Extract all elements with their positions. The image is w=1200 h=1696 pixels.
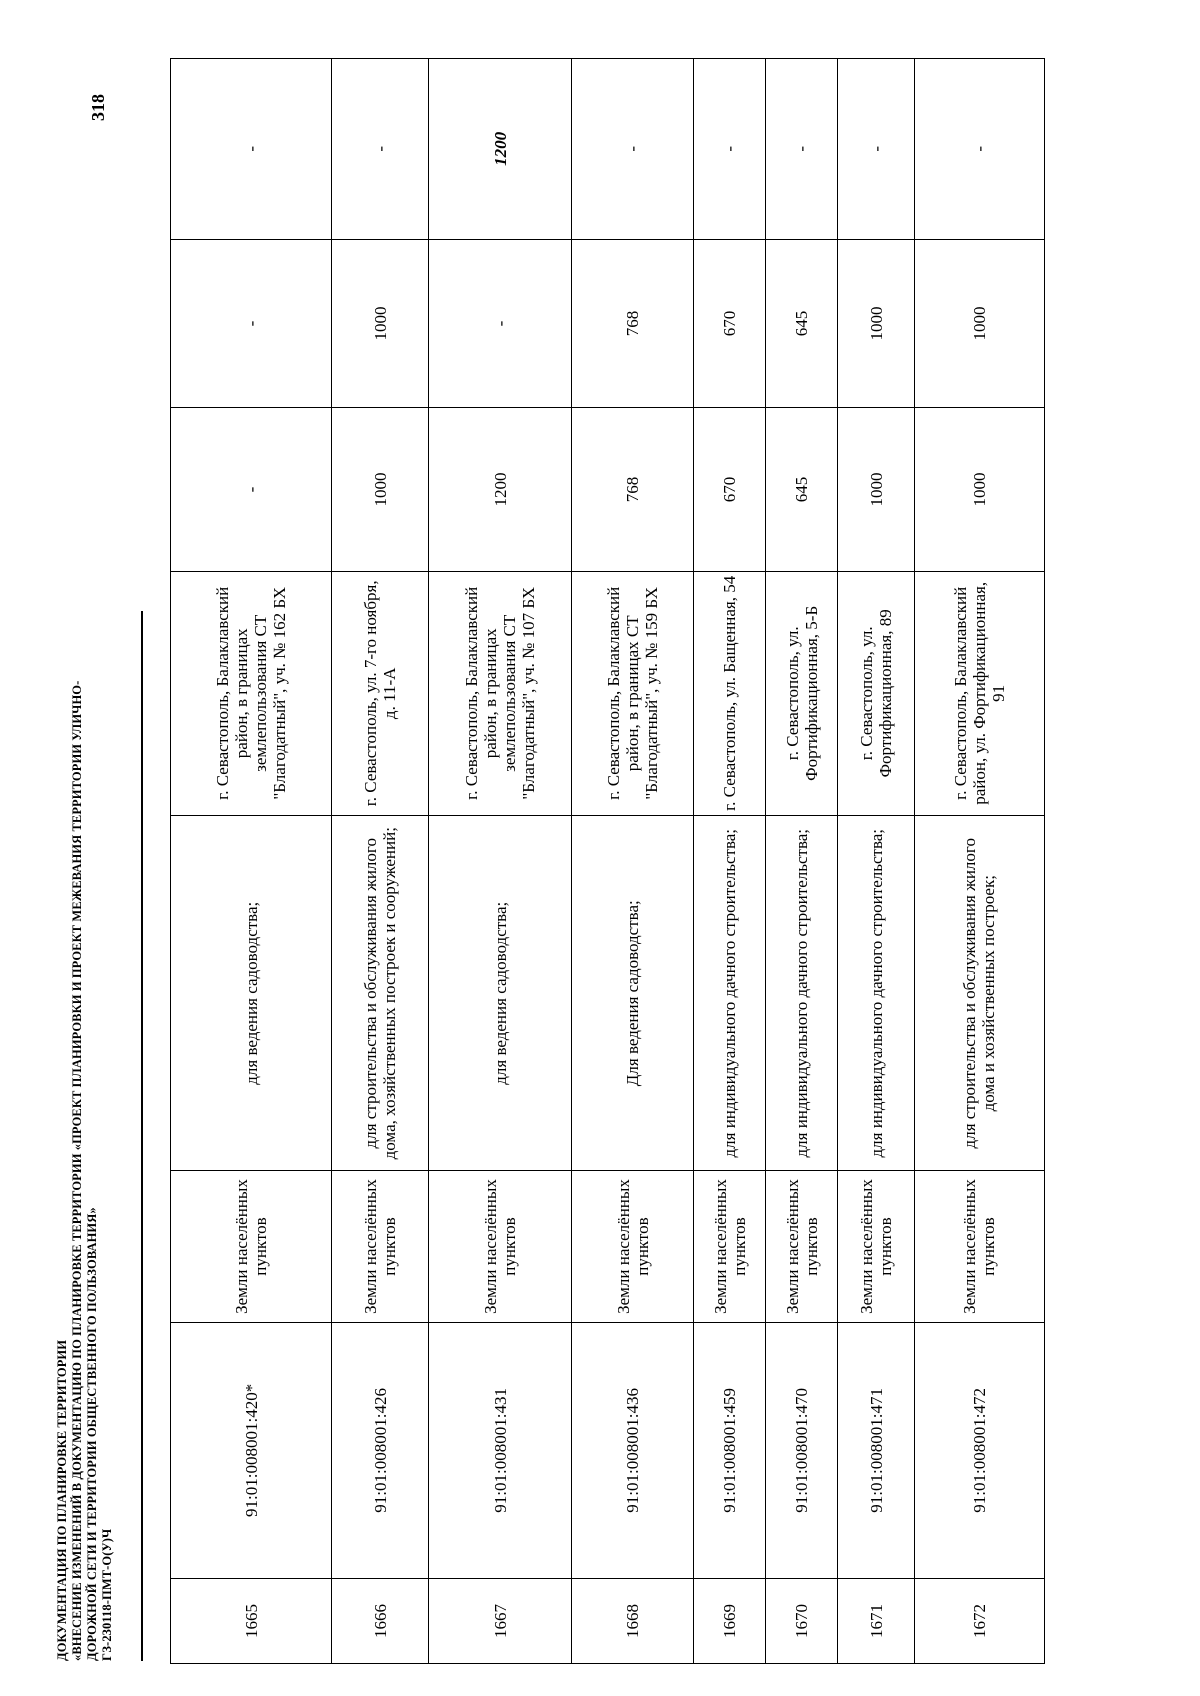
cell-category: Земли населённых пунктов <box>429 1171 572 1322</box>
table-row <box>838 59 914 1664</box>
cell-area2: 1000 <box>914 239 1044 408</box>
cell-area2: 1000 <box>838 239 914 408</box>
cell-cadastral: 91:01:008001:436 <box>572 1322 694 1578</box>
cell-num: 1672 <box>914 1578 1044 1663</box>
cell-address: г. Севастополь, ул. 7-го ноября, д. 11-А <box>332 571 429 816</box>
cell-area2: 645 <box>766 239 838 408</box>
cell-cadastral: 91:01:008001:472 <box>914 1322 1044 1578</box>
cell-area3: - <box>332 59 429 240</box>
table-row <box>171 59 332 1664</box>
header-line-1: ДОКУМЕНТАЦИЯ ПО ПЛАНИРОВКЕ ТЕРРИТОРИИ <box>55 1339 69 1661</box>
cell-area2: - <box>171 239 332 408</box>
cell-cadastral: 91:01:008001:459 <box>694 1322 766 1578</box>
cell-category: Земли населённых пунктов <box>838 1171 914 1322</box>
cell-address: г. Севастополь, Балаклавский район, в границах СТ "Благодатный", уч. № 159 БХ <box>572 571 694 816</box>
cell-num: 1665 <box>171 1578 332 1663</box>
cell-area2: 1000 <box>332 239 429 408</box>
cell-category: Земли населённых пунктов <box>572 1171 694 1322</box>
cell-area1: 768 <box>572 408 694 571</box>
cell-category: Земли населённых пунктов <box>332 1171 429 1322</box>
cell-num: 1667 <box>429 1578 572 1663</box>
table-row <box>332 59 429 1664</box>
cell-num: 1670 <box>766 1578 838 1663</box>
cell-category: Земли населённых пунктов <box>766 1171 838 1322</box>
cell-use: для индивидуального дачного строительства; <box>766 816 838 1171</box>
header-line-4: ГЗ-230118-ПМТ-О(У)Ч <box>100 1528 114 1661</box>
cell-num: 1671 <box>838 1578 914 1663</box>
cell-address: г. Севастополь, Балаклавский район, ул. Фортификационная, 91 <box>914 571 1044 816</box>
cell-area2: - <box>429 239 572 408</box>
cell-category: Земли населённых пунктов <box>914 1171 1044 1322</box>
cell-num: 1669 <box>694 1578 766 1663</box>
cell-area3: - <box>171 59 332 240</box>
cell-use: Для ведения садоводства; <box>572 816 694 1171</box>
cell-num: 1666 <box>332 1578 429 1663</box>
cell-use: для индивидуального дачного строительства; <box>838 816 914 1171</box>
document-header <box>55 561 115 1661</box>
cell-cadastral: 91:01:008001:470 <box>766 1322 838 1578</box>
header-line-3: ДОРОЖНОЙ СЕТИ И ТЕРРИТОРИИ ОБЩЕСТВЕННОГО ПОЛЬЗОВАНИЯ» <box>85 1207 99 1661</box>
cell-area3: 1200 <box>429 59 572 240</box>
cell-cadastral: 91:01:008001:426 <box>332 1322 429 1578</box>
parcels-table <box>170 58 1045 1664</box>
header-line-2: «ВНЕСЕНИЕ ИЗМЕНЕНИЙ В ДОКУМЕНТАЦИЮ ПО ПЛАНИРОВКЕ ТЕРРИТОРИИ «ПРОЕКТ ПЛАНИРОВКИ И ПРОЕКТ МЕЖЕВАНИЯ ТЕРРИТОРИИ УЛИЧНО- <box>70 680 84 1661</box>
cell-cadastral: 91:01:008001:431 <box>429 1322 572 1578</box>
cell-area1: - <box>171 408 332 571</box>
cell-use: для ведения садоводства; <box>429 816 572 1171</box>
cell-area1: 1000 <box>332 408 429 571</box>
cell-area3: - <box>572 59 694 240</box>
cell-address: г. Севастополь, ул. Фортификационная, 89 <box>838 571 914 816</box>
cell-cadastral: 91:01:008001:420* <box>171 1322 332 1578</box>
cell-area2: 670 <box>694 239 766 408</box>
cell-area1: 670 <box>694 408 766 571</box>
table-body <box>171 59 1045 1664</box>
cell-use: для ведения садоводства; <box>171 816 332 1171</box>
cell-cadastral: 91:01:008001:471 <box>838 1322 914 1578</box>
page-number: 318 <box>88 94 108 121</box>
cell-category: Земли населённых пунктов <box>171 1171 332 1322</box>
cell-area3: - <box>914 59 1044 240</box>
cell-address: г. Севастополь, Балаклавский район, в границах землепользования СТ "Благодатный", уч. № 107 БХ <box>429 571 572 816</box>
cell-num: 1668 <box>572 1578 694 1663</box>
cell-address: г. Севастополь, ул. Бащенная, 54 <box>694 571 766 816</box>
cell-area2: 768 <box>572 239 694 408</box>
table-row <box>572 59 694 1664</box>
cell-area1: 1200 <box>429 408 572 571</box>
header-rule <box>141 611 143 1661</box>
cell-category: Земли населённых пунктов <box>694 1171 766 1322</box>
cell-area3: - <box>766 59 838 240</box>
cell-use: для строительства и обслуживания жилого дома, хозяйственных построек и сооружений; <box>332 816 429 1171</box>
cell-area3: - <box>838 59 914 240</box>
cell-use: для индивидуального дачного строительства; <box>694 816 766 1171</box>
cell-area3: - <box>694 59 766 240</box>
table-row <box>694 59 766 1664</box>
cell-area1: 1000 <box>914 408 1044 571</box>
cell-address: г. Севастополь, ул. Фортификационная, 5-Б <box>766 571 838 816</box>
table-row <box>766 59 838 1664</box>
table-row <box>914 59 1044 1664</box>
cell-use: для строительства и обслуживания жилого дома и хозяйственных построек; <box>914 816 1044 1171</box>
cell-area1: 645 <box>766 408 838 571</box>
cell-address: г. Севастополь, Балаклавский район, в границах землепользования СТ "Благодатный", уч. № 162 БХ <box>171 571 332 816</box>
table-row <box>429 59 572 1664</box>
cell-area1: 1000 <box>838 408 914 571</box>
